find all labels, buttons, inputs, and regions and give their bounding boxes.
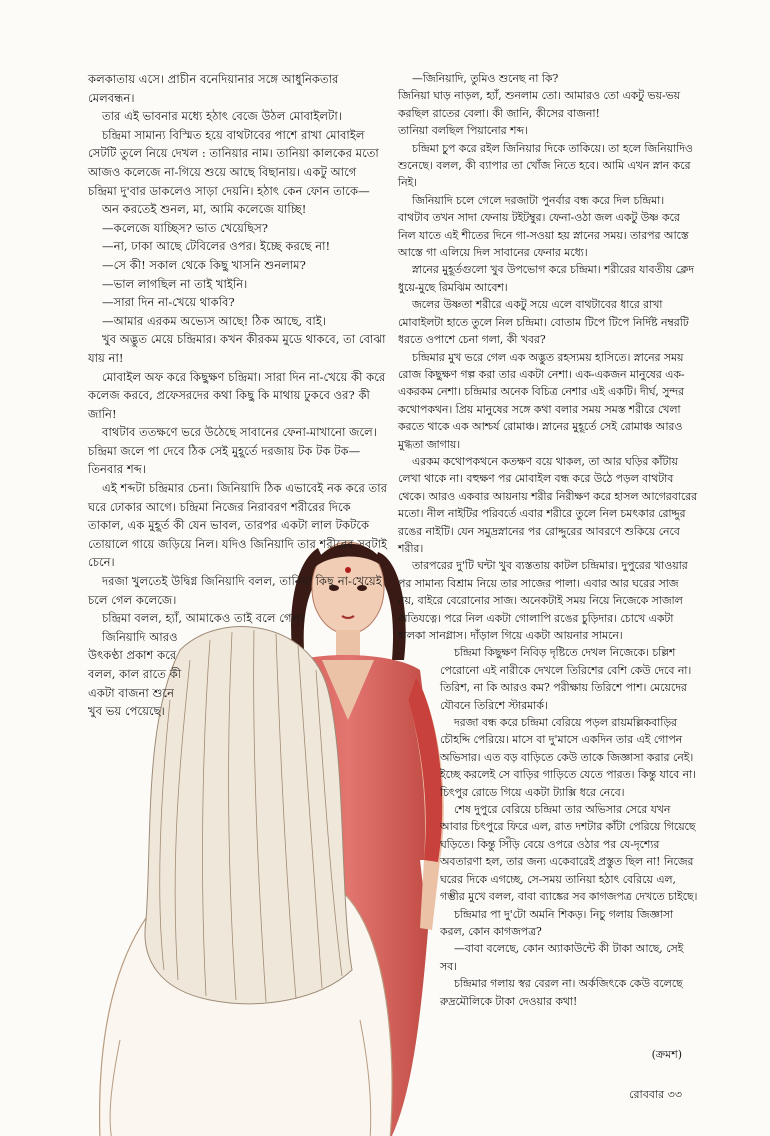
paragraph: চন্দ্রিমা কিছুক্ষণ নিবিড় দৃষ্টিতে দেখল নিজেকে। চল্লিশ পেরোনো এই নারীকে দেখলে তিরিশের বেশি কেউ দেবে না। তিরিশ, না কি আরও কম? পরীক্ষায় তিরিশে পাশ। মেয়েদের যৌবনে তিরিশে স্টারমার্ক। — [440, 646, 692, 712]
paragraph: খুব অদ্ভুত মেয়ে চন্দ্রিমার। কখন কীরকম মুডে থাকবে, তা বোঝা যায় না! — [88, 332, 386, 365]
paragraph: স্নানের মুহূর্তগুলো খুব উপভোগ করে চন্দ্রিমা। শরীরের যাবতীয় ক্লেদ ধুয়ে-মুছে রিমঝিম আবেশ। — [398, 263, 694, 294]
paragraph: চন্দ্রিমা বলল, হ্যাঁ, আমাকেও তাই বলে গেল। — [102, 611, 305, 626]
paragraph: —ভাল লাগছিল না তাই খাইনি। — [102, 276, 248, 291]
paragraph: —বাবা বলেছে, কোন অ্যাকাউন্টে কী টাকা আছে, সেই সব। — [440, 942, 684, 973]
paragraph: তানিয়া বলছিল পিয়ানোর শব্দ। — [398, 124, 528, 138]
paragraph: অন করতেই শুনল, মা, আমি কলেজে যাচ্ছি! — [102, 202, 307, 217]
paragraph: —না, ঢাকা আছে টেবিলের ওপর। ইচ্ছে করছে না! — [102, 239, 331, 254]
paragraph: দরজা খুলতেই উদ্বিগ্ন জিনিয়াদি বলল, তানিয়া কিছু না-খেয়েই চলে গেল কলেজে। — [88, 574, 382, 607]
to-be-continued: (ক্রমশ) — [651, 1048, 682, 1061]
paragraph: তার এই ভাবনার মধ্যে হঠাৎ বেজে উঠল মোবাইলটা। — [102, 109, 342, 124]
paragraph: চন্দ্রিমার মুখ ভরে গেল এক অদ্ভুত রহস্যময় হাসিতে। স্নানের সময় রোজ কিছুক্ষণ গল্প করা তার একটা নেশা। এক-একজন মানুষের এক-একরকম নেশা। চন্দ্রিমার অনেক বিচিত্র নেশার এই একটি। দীর্ঘ, সুন্দর কথোপকথন। প্রিয় মানুষের সঙ্গে কথা বলার সময় সমস্ত শরীরে খেলা করতে থাকে এক আশ্চর্য রোমাঞ্চ। স্নানের মুহূর্তে সেই রোমাঞ্চ আরও মুগ্ধতা জাগায়। — [398, 350, 685, 451]
paragraph: মোবাইল অফ করে কিছুক্ষণ চন্দ্রিমা। সারা দিন না-খেয়ে কী করে কলেজ করবে, প্রফেসরদের কথা কিছু কি মাথায় ঢুকবে ওর? কী জানি! — [88, 369, 386, 421]
paragraph: —জিনিয়াদি, তুমিও শুনেছ না কি? — [412, 72, 559, 85]
paragraph: জিনিয়াদি আরও উৎকণ্ঠা প্রকাশ করে বলল, কাল রাতে কী একটা বাজনা শুনে খুব ভয় পেয়েছে। — [88, 629, 182, 719]
paragraph: —কলেজে যাচ্ছিস? ভাত খেয়েছিস? — [102, 220, 269, 235]
paragraph: —আমার এরকম অভ্যেস আছে! ঠিক আছে, বাই। — [102, 313, 326, 328]
paragraph: চন্দ্রিমা সামান্য বিস্মিত হয়ে বাথটাবের পাশে রাখা মোবাইল সেটটি তুলে নিয়ে দেখল : তানিয়ার নাম। তানিয়া কালকের মতো আজও কলেজে না-গিয়ে শুয়ে আছে বিছানায়। একটু আগে চন্দ্রিমা দু'বার ডাকলেও সাড়া দেয়নি। হঠাৎ কেন ফোন তাকে— — [88, 127, 379, 198]
paragraph: চন্দ্রিমার গলায় স্বর বেরল না। অর্কজিৎকে কেউ বলেছে রুদ্রমৌলিকে টাকা দেওয়ার কথা! — [440, 977, 683, 1008]
paragraph: —সারা দিন না-খেয়ে থাকবি? — [102, 295, 235, 310]
paragraph: জিনিয়া ঘাড় নাড়ল, হ্যাঁ, শুনলাম তো। আমারও তো একটু ভয়-ভয় করছিল রাতের বেলা। কী জানি, কীসের বাজনা! — [398, 89, 681, 120]
text-column-right — [398, 70, 698, 1010]
paragraph: দরজা বন্ধ করে চন্দ্রিমা বেরিয়ে পড়ল রায়মল্লিকবাড়ির চৌহদ্দি পেরিয়ে। মাসে বা দু'মাসে একদিন তার এই গোপন অভিসার। এত বড় বাড়িতে কেউ তাকে জিজ্ঞাসা করার নেই। ইচ্ছে করলেই সে বাড়ির গাড়িতে যেতে পারত। কিন্তু যাবে না। চিৎপুর রোডে গিয়ে একটা ট্যাক্সি ধরে নেবে। — [440, 716, 697, 799]
paragraph: চন্দ্রিমা চুপ করে রইল জিনিয়ার দিকে তাকিয়ে। তা হলে জিনিয়াদিও শুনেছে। বলল, কী ব্যাপার তা খোঁজ নিতে হবে। আমি এখন স্নান করে নিই। — [398, 141, 693, 190]
text-column-left-top — [88, 70, 388, 721]
paragraph: চন্দ্রিমার পা দু'টো অমনি শিকড়। নিচু গলায় জিজ্ঞাসা করল, কোন কাগজপত্র? — [440, 907, 674, 938]
paragraph: এই শব্দটা চন্দ্রিমার চেনা। জিনিয়াদি ঠিক এভাবেই নক করে তার ঘরে ঢোকার আগে। চন্দ্রিমা নিজের নিরাবরণ শরীরের দিকে তাকাল, এক মুহূর্ত কী যেন ভাবল, তারপর একটা লাল টকটকে তোয়ালে গায়ে জড়িয়ে নিল। যদিও জিনিয়াদি তার শরীরের সবটাই চেনে। — [88, 481, 388, 570]
paragraph: কলকাতায় এসে। প্রাচীন বনেদিয়ানার সঙ্গে আধুনিকতার মেলবন্ধন। — [88, 72, 339, 105]
paragraph: —সে কী! সকাল থেকে কিছু খাসনি শুনলাম? — [102, 257, 306, 272]
paragraph: বাথটাব ততক্ষণে ভরে উঠেছে সাবানের ফেনা-মাখানো জলে। চন্দ্রিমা জলে পা দেবে ঠিক সেই মুহূর্তে দরজায় টক টক টক—তিনবার শব্দ। — [88, 425, 377, 477]
paragraph: জলের উষ্ণতা শরীরে একটু সয়ে এলে বাথটাবের ধারে রাখা মোবাইলটা হাতে তুলে নিল চন্দ্রিমা। বোতাম টিপে টিপে নির্দিষ্ট নম্বরটি ধরতে ওপাশে চেনা গলা, কী খবর? — [398, 298, 689, 347]
paragraph: তারপরের দু'টি ঘন্টা খুব ব্যস্ততায় কাটল চন্দ্রিমার। দুপুরের খাওয়ার পর সামান্য বিশ্রাম নিয়ে তার সাজের পালা। এবার আর ঘরের সাজ নয়, বাইরে বেরোনোর সাজ। অনেকটাই সময় নিয়ে নিজেকে সাজাল অতিযত্নে। পরে নিল একটা গোলাপি রঙের চুড়িদার। চোখে একটা হালকা সানগ্লাস। দাঁড়াল গিয়ে একটা আয়নার সামনে। — [398, 559, 688, 642]
paragraph: শেষ দুপুরে বেরিয়ে চন্দ্রিমা তার অভিসার সেরে যখন আবার চিৎপুরে ফিরে এল, রাত দশটার কাঁটা পেরিয়ে গিয়েছে ঘড়িতে। কিন্তু সিঁড়ি বেয়ে ওপরে ওঠার পর যে-দৃশ্যের অবতারণা হল, তার জন্য একেবারেই প্রস্তুত ছিল না! নিজের ঘরের দিকে এগচ্ছে, সে-সময় তানিয়া হঠাৎ বেরিয়ে এল, গম্ভীর মুখে বলল, বাবা ব্যাঙ্কের সব কাগজপত্র দেখতে চাইছে। — [440, 803, 698, 904]
page-footer: রোববার ৩৩ — [629, 1088, 682, 1101]
paragraph: এরকম কথোপকথনে কতক্ষণ বয়ে থাকল, তা আর ঘড়ির কাঁটায় লেখা থাকে না। বহুক্ষণ পর মোবাইল বন্ধ করে উঠে পড়ল বাথটাব থেকে। আরও একবার আয়নায় শরীর নিরীক্ষণ করে হাসল আগেরবারের মতো। নীল নাইটির পরিবর্তে এবার শরীরে তুলে নিল চমৎকার রোদ্দুর রঙের নাইটি। যেন সমুদ্রস্নানের পর রোদ্দুরের আবরণে শুকিয়ে নেবে শরীর। — [398, 454, 698, 555]
paragraph: জিনিয়াদি চলে গেলে দরজাটা পুনর্বার বন্ধ করে দিল চন্দ্রিমা। বাথটাব তখন সাদা ফেনায় টইটম্বুর। ফেনা-ওঠা জল একটু উষ্ণ করে নিল যাতে এই শীতের দিনে গা-সওয়া হয় স্নানের সময়। তারপর আস্তে আস্তে গা এলিয়ে দিল সাবানের ফেনার মধ্যে। — [398, 193, 689, 260]
